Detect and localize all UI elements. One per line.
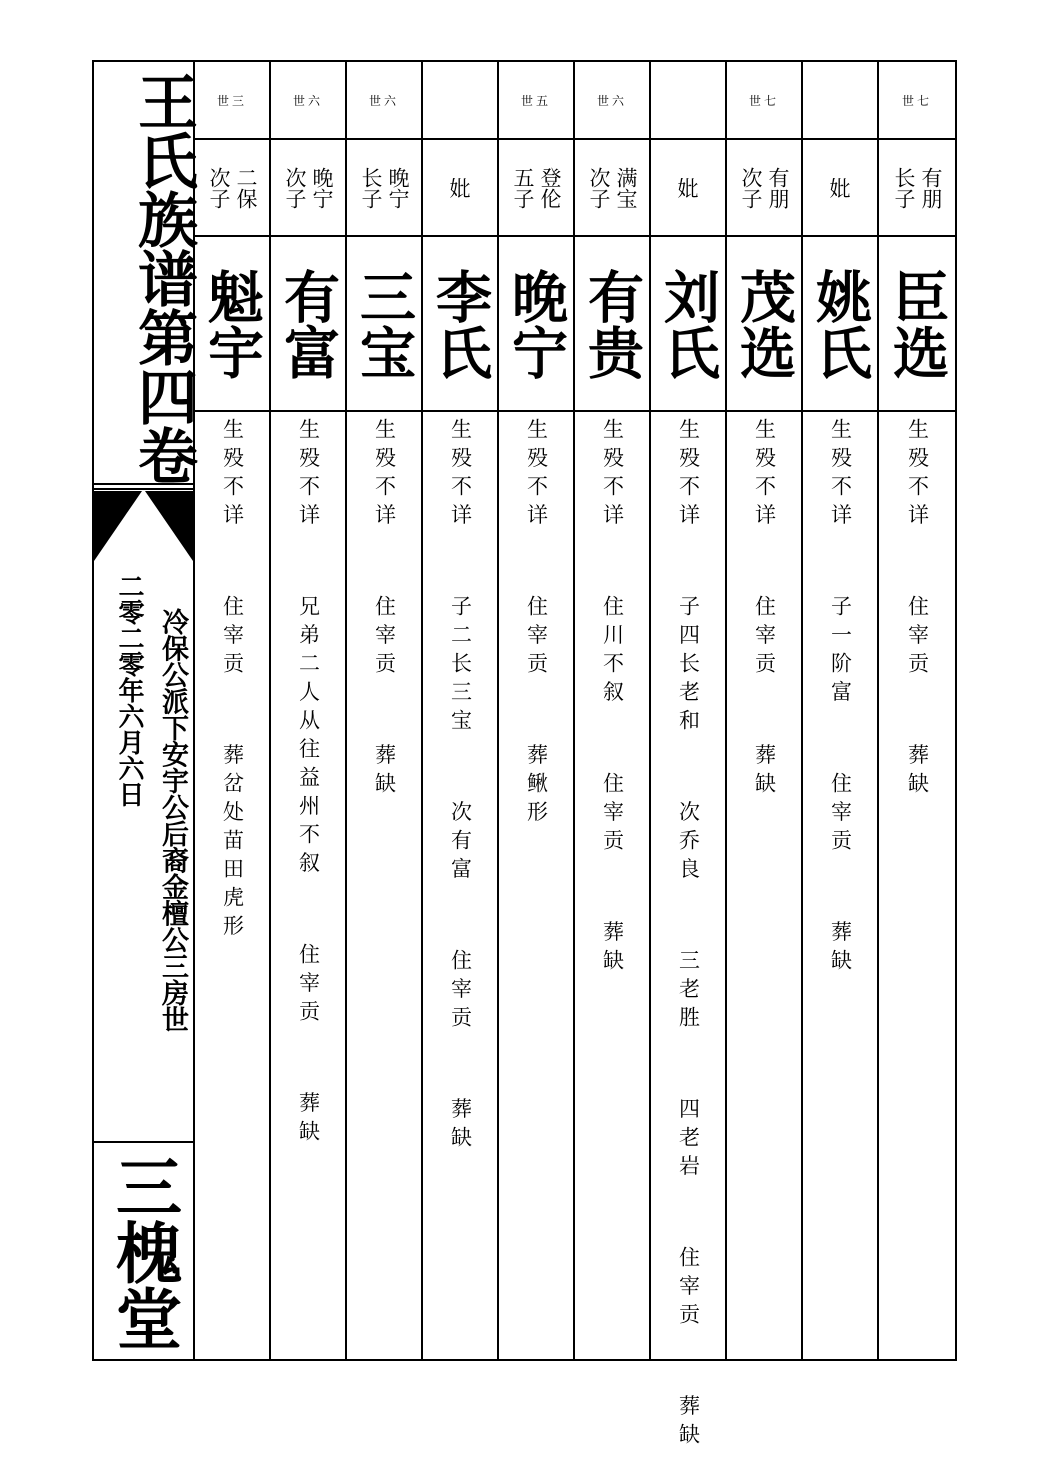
person-name: 有贵 bbox=[579, 267, 645, 380]
person-bio: 生殁不详 住宰贡 葬缺 bbox=[752, 418, 777, 801]
generation-label: 世七 bbox=[727, 62, 801, 140]
generation-label bbox=[651, 62, 725, 140]
person-bio: 生殁不详 兄弟二人从往益州不叙 住宰贡 葬缺 bbox=[296, 418, 321, 1149]
bio-cell bbox=[195, 418, 269, 1359]
relation-cell bbox=[271, 140, 345, 237]
bio-cell bbox=[651, 418, 725, 1452]
generation-label bbox=[423, 62, 497, 140]
name-cell bbox=[195, 237, 269, 412]
relation-cell bbox=[651, 140, 725, 237]
name-cell bbox=[879, 237, 955, 412]
relation-cell bbox=[195, 140, 269, 237]
name-cell bbox=[651, 237, 725, 412]
person-bio: 生殁不详 子四长老和 次乔良 三老胜 四老岩 住宰贡 葬缺 bbox=[676, 418, 701, 1452]
name-cell bbox=[575, 237, 649, 412]
entry-column bbox=[347, 62, 423, 1359]
generation-label: 世六 bbox=[271, 62, 345, 140]
bio-cell bbox=[347, 418, 421, 1359]
generation-label: 世七 bbox=[879, 62, 955, 140]
relation-line: 有朋 bbox=[766, 166, 790, 209]
generation-label: 世六 bbox=[575, 62, 649, 140]
entry-column bbox=[803, 62, 879, 1359]
bio-cell bbox=[271, 418, 345, 1359]
relation-line: 五子 bbox=[511, 166, 535, 209]
name-cell bbox=[803, 237, 877, 412]
person-bio: 生殁不详 子二长三宝 次有富 住宰贡 葬缺 bbox=[448, 418, 473, 1155]
generation-label: 世六 bbox=[347, 62, 421, 140]
entry-column bbox=[575, 62, 651, 1359]
person-name: 魁宇 bbox=[199, 267, 265, 380]
entry-column bbox=[651, 62, 727, 1452]
entry-column bbox=[879, 62, 955, 1359]
entry-column bbox=[727, 62, 803, 1359]
entry-column bbox=[423, 62, 499, 1359]
relation-cell bbox=[879, 140, 955, 237]
relation-line: 次子 bbox=[207, 166, 231, 209]
relation-line: 长子 bbox=[359, 166, 383, 209]
title-banner bbox=[94, 62, 198, 1359]
entries-grid bbox=[195, 62, 955, 1452]
bio-cell bbox=[879, 418, 955, 1359]
person-name: 茂选 bbox=[731, 267, 797, 380]
bio-cell bbox=[575, 418, 649, 1359]
person-name: 刘氏 bbox=[655, 267, 721, 380]
person-bio: 生殁不详 住宰贡 葬岔处苗田虎形 bbox=[220, 418, 245, 943]
compiled-date: 二零二零年六月六日 bbox=[114, 573, 144, 807]
relation-line: 次子 bbox=[587, 166, 611, 209]
relation-line: 妣 bbox=[829, 176, 851, 201]
relation-line: 二保 bbox=[234, 166, 258, 209]
relation-cell bbox=[423, 140, 497, 237]
relation-cell bbox=[347, 140, 421, 237]
bio-cell bbox=[803, 418, 877, 1359]
name-cell bbox=[499, 237, 573, 412]
divider bbox=[94, 488, 193, 490]
genealogy-page bbox=[92, 60, 957, 1452]
divider bbox=[94, 1141, 193, 1143]
relation-line: 晚宁 bbox=[386, 166, 410, 209]
relation-line: 长子 bbox=[892, 166, 916, 209]
person-bio: 生殁不详 子一阶富 住宰贡 葬缺 bbox=[828, 418, 853, 978]
relation-line: 妣 bbox=[449, 176, 471, 201]
person-name: 三宝 bbox=[351, 267, 417, 380]
bio-cell bbox=[423, 418, 497, 1359]
person-bio: 生殁不详 住宰贡 葬鳅形 bbox=[524, 418, 549, 829]
person-name: 有富 bbox=[275, 267, 341, 380]
person-name: 姚氏 bbox=[807, 267, 873, 380]
relation-line: 晚宁 bbox=[310, 166, 334, 209]
name-cell bbox=[271, 237, 345, 412]
relation-line: 登伦 bbox=[538, 166, 562, 209]
book-title: 王氏族谱第四卷 bbox=[128, 70, 198, 484]
bio-cell bbox=[499, 418, 573, 1359]
name-cell bbox=[347, 237, 421, 412]
relation-cell bbox=[499, 140, 573, 237]
relation-line: 满宝 bbox=[614, 166, 638, 209]
generation-label bbox=[803, 62, 877, 140]
entry-column bbox=[271, 62, 347, 1359]
bio-cell bbox=[727, 418, 801, 1359]
person-name: 臣选 bbox=[884, 267, 950, 380]
relation-cell bbox=[803, 140, 877, 237]
relation-cell bbox=[727, 140, 801, 237]
lineage-subtitle: 冷保公派下安宇公后裔金檀公三房世 bbox=[157, 608, 188, 1032]
name-cell bbox=[423, 237, 497, 412]
generation-label: 世五 bbox=[499, 62, 573, 140]
relation-line: 妣 bbox=[677, 176, 699, 201]
divider bbox=[94, 483, 193, 485]
entry-column bbox=[195, 62, 271, 1359]
entry-column bbox=[499, 62, 575, 1359]
person-name: 李氏 bbox=[427, 267, 493, 380]
relation-cell bbox=[575, 140, 649, 237]
hall-name: 三槐堂 bbox=[104, 1152, 183, 1351]
person-bio: 生殁不详 住宰贡 葬缺 bbox=[372, 418, 397, 801]
person-name: 晚宁 bbox=[503, 267, 569, 380]
person-bio: 生殁不详 住川不叙 住宰贡 葬缺 bbox=[600, 418, 625, 978]
name-cell bbox=[727, 237, 801, 412]
relation-line: 次子 bbox=[739, 166, 763, 209]
person-bio: 生殁不详 住宰贡 葬缺 bbox=[905, 418, 930, 801]
relation-line: 有朋 bbox=[919, 166, 943, 209]
generation-label: 世三 bbox=[195, 62, 269, 140]
relation-line: 次子 bbox=[283, 166, 307, 209]
